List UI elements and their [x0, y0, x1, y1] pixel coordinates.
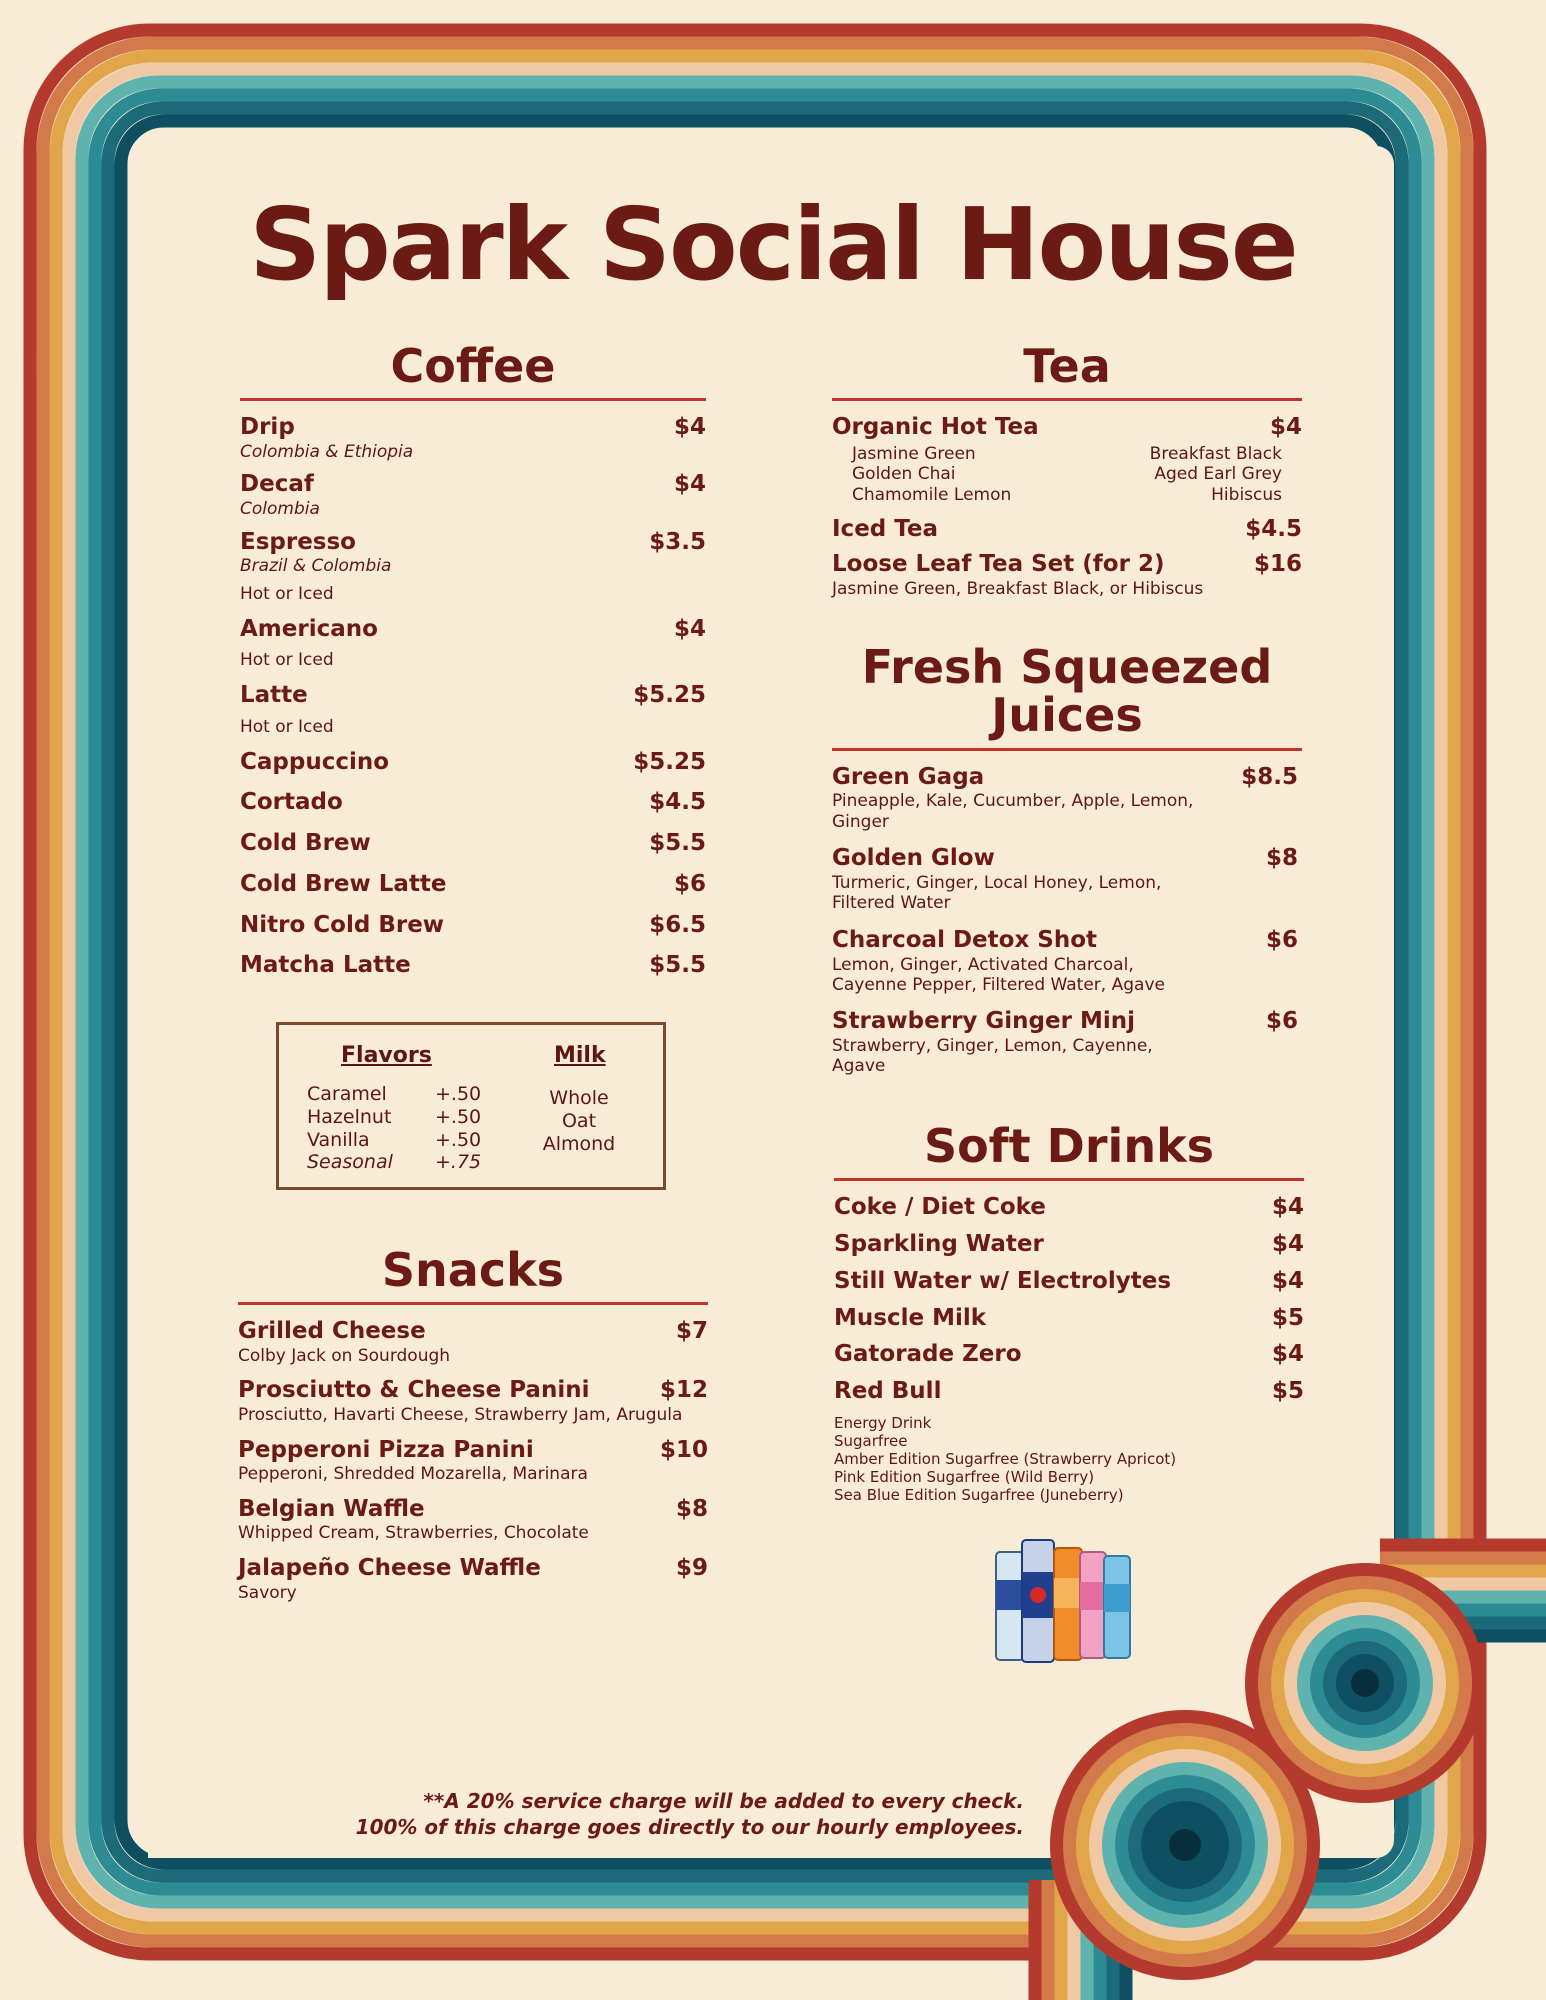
item-row	[832, 1007, 1302, 1036]
item-name: Golden Glow	[832, 845, 995, 872]
energy-drink-cans-image	[992, 1530, 1142, 1665]
menu-item	[240, 829, 706, 858]
item-row	[240, 788, 706, 817]
menu-item	[832, 550, 1302, 579]
juices-list	[832, 763, 1302, 1077]
menu-item	[832, 844, 1302, 914]
item-name: Drip	[240, 414, 295, 441]
menu-item	[832, 413, 1302, 442]
tea-variety: Chamomile Lemon	[852, 484, 1012, 505]
item-description: Savory	[238, 1582, 297, 1603]
tea-variety: Jasmine Green	[852, 444, 976, 465]
restaurant-title: Spark Social House	[249, 186, 1297, 303]
item-description: Pepperoni, Shredded Mozarella, Marinara	[238, 1464, 588, 1485]
item-description: Colby Jack on Sourdough	[238, 1346, 451, 1367]
item-price: $4	[673, 471, 706, 498]
item-name: Prosciutto & Cheese Panini	[238, 1377, 590, 1404]
red-bull-option: Sea Blue Edition Sugarfree (Juneberry)	[834, 1485, 1124, 1504]
item-name: Latte	[240, 682, 308, 709]
item-description: Lemon, Ginger, Activated Charcoal, Cayenne Pepper, Filtered Water, Agave	[832, 954, 1165, 995]
tea-varieties-left	[852, 444, 1011, 505]
service-charge-note	[300, 1788, 1024, 1840]
flavor-row	[307, 1151, 481, 1174]
item-price: $6	[673, 870, 706, 897]
menu-item	[832, 926, 1302, 996]
flavor-row	[307, 1129, 481, 1152]
item-name: Organic Hot Tea	[832, 414, 1039, 441]
item-name: Red Bull	[834, 1378, 942, 1405]
flavor-price: +.50	[435, 1083, 482, 1105]
item-row	[238, 1436, 708, 1465]
tea-variety: Hibiscus	[1211, 484, 1282, 505]
milk-option: Whole	[549, 1087, 609, 1109]
item-note: Hot or Iced	[240, 650, 334, 671]
item-price: $3.5	[649, 528, 706, 555]
item-price: $6	[1265, 926, 1298, 953]
item-description: Whipped Cream, Strawberries, Chocolate	[238, 1523, 589, 1544]
menu-item	[238, 1495, 708, 1544]
footer-line-2: 100% of this charge goes directly to our hourly employees.	[355, 1815, 1024, 1839]
item-name: Strawberry Ginger Minj	[832, 1008, 1135, 1035]
flavor-name: Seasonal	[307, 1151, 393, 1174]
item-name: Muscle Milk	[834, 1304, 987, 1331]
menu-item	[834, 1304, 1304, 1333]
red-bull-option: Sugarfree	[834, 1431, 908, 1450]
coffee-section	[240, 339, 706, 992]
item-price: $5	[1271, 1378, 1304, 1405]
item-price: $4	[1271, 1341, 1304, 1368]
item-name: Belgian Waffle	[238, 1495, 425, 1522]
item-name: Espresso	[240, 528, 356, 555]
item-price: $4	[673, 615, 706, 642]
item-name: Grilled Cheese	[238, 1318, 426, 1345]
tea-variety: Golden Chai	[852, 464, 956, 485]
item-price: $4	[673, 414, 706, 441]
menu-item	[832, 515, 1302, 544]
item-name: Jalapeño Cheese Waffle	[238, 1554, 541, 1581]
item-origin: Colombia	[240, 499, 320, 520]
item-row	[238, 1495, 708, 1524]
item-origin: Colombia & Ethiopia	[240, 442, 414, 463]
item-row	[240, 615, 706, 644]
item-price: $5.5	[649, 830, 706, 857]
item-row	[238, 1317, 708, 1346]
item-name: Cappuccino	[240, 748, 390, 775]
milk-list	[529, 1087, 629, 1155]
item-row	[240, 829, 706, 858]
snacks-list	[238, 1317, 708, 1603]
red-bull-options	[834, 1414, 1304, 1504]
item-price: $5.25	[633, 682, 706, 709]
item-price: $5.5	[649, 952, 706, 979]
flavor-row	[307, 1106, 481, 1129]
item-name: Matcha Latte	[240, 952, 411, 979]
item-name: Americano	[240, 615, 378, 642]
flavor-price: +.75	[435, 1151, 482, 1174]
flavors-heading: Flavors	[341, 1043, 432, 1068]
soft-drinks-list	[834, 1193, 1304, 1406]
menu-item	[240, 748, 706, 777]
menu-item	[834, 1267, 1304, 1296]
item-price: $10	[659, 1436, 708, 1463]
item-price: $4.5	[1245, 516, 1302, 543]
item-name: Loose Leaf Tea Set (for 2)	[832, 550, 1165, 577]
flavor-price: +.50	[435, 1128, 482, 1151]
menu-item	[240, 615, 706, 674]
item-name: Sparkling Water	[834, 1231, 1044, 1258]
menu-item	[238, 1376, 708, 1425]
snacks-heading: Snacks	[238, 1246, 708, 1305]
tea-heading: Tea	[832, 342, 1302, 401]
juices-heading: Fresh Squeezed Juices	[832, 643, 1302, 751]
item-row	[240, 528, 706, 557]
item-row	[240, 681, 706, 710]
soft-drinks-heading: Soft Drinks	[834, 1122, 1304, 1181]
menu-item	[240, 528, 706, 607]
flavor-name: Vanilla	[307, 1128, 370, 1151]
soft-drinks-section	[834, 1119, 1304, 1504]
item-row	[832, 926, 1302, 955]
item-price: $4	[1271, 1231, 1304, 1258]
tea-variety: Aged Earl Grey	[1154, 464, 1282, 485]
item-row	[832, 844, 1302, 873]
item-price: $6.5	[649, 911, 706, 938]
item-row	[240, 870, 706, 899]
item-row	[240, 748, 706, 777]
tea-varieties	[832, 442, 1302, 509]
menu-item	[238, 1317, 708, 1366]
item-row	[832, 763, 1302, 792]
menu-item	[240, 951, 706, 980]
item-price: $4	[1271, 1194, 1304, 1221]
item-price: $4	[1269, 414, 1302, 441]
item-price: $6	[1265, 1008, 1298, 1035]
item-note: Hot or Iced	[240, 583, 334, 604]
menu-item	[240, 870, 706, 899]
red-bull-option: Amber Edition Sugarfree (Strawberry Apricot)	[834, 1449, 1177, 1468]
menu-item	[238, 1436, 708, 1485]
item-description: Prosciutto, Havarti Cheese, Strawberry Jam, Arugula	[238, 1405, 683, 1426]
tea-section	[832, 339, 1302, 599]
item-name: Cortado	[240, 789, 343, 816]
flavor-list	[307, 1083, 481, 1174]
item-row	[240, 470, 706, 499]
red-bull-option: Pink Edition Sugarfree (Wild Berry)	[834, 1467, 1095, 1486]
item-name: Charcoal Detox Shot	[832, 926, 1098, 953]
flavor-price: +.50	[435, 1105, 482, 1128]
item-price: $8	[675, 1495, 708, 1522]
item-price: $12	[659, 1377, 708, 1404]
item-row	[240, 911, 706, 940]
milk-option: Oat	[561, 1109, 597, 1132]
item-price: $7	[675, 1318, 708, 1345]
tea-varieties-right	[1150, 444, 1282, 505]
item-description: Turmeric, Ginger, Local Honey, Lemon, Filtered Water	[832, 872, 1162, 914]
item-name: Nitro Cold Brew	[240, 911, 445, 938]
item-name: Still Water w/ Electrolytes	[834, 1267, 1172, 1294]
coffee-heading: Coffee	[240, 342, 706, 401]
juices-section	[832, 640, 1302, 1077]
milk-heading: Milk	[554, 1043, 606, 1068]
item-name: Green Gaga	[832, 763, 985, 790]
flavor-name: Hazelnut	[307, 1105, 392, 1128]
menu-item	[832, 763, 1302, 833]
item-description: Jasmine Green, Breakfast Black, or Hibiscus	[832, 578, 1204, 599]
coffee-list	[240, 413, 706, 980]
item-price: $5.25	[633, 748, 706, 775]
item-name: Cold Brew Latte	[240, 870, 447, 897]
menu-item	[240, 911, 706, 940]
item-description: Pineapple, Kale, Cucumber, Apple, Lemon, Ginger	[832, 791, 1194, 832]
item-price: $8	[1265, 845, 1298, 872]
item-row	[238, 1554, 708, 1583]
item-name: Cold Brew	[240, 830, 371, 857]
item-price: $4	[1271, 1267, 1304, 1294]
menu-item	[240, 470, 706, 519]
tea-juice-column	[832, 339, 1302, 1089]
item-row	[240, 951, 706, 980]
menu-item	[240, 681, 706, 740]
item-price: $16	[1253, 550, 1302, 577]
item-description: Strawberry, Ginger, Lemon, Cayenne, Agave	[832, 1036, 1153, 1077]
item-name: Pepperoni Pizza Panini	[238, 1436, 534, 1463]
flavor-row	[307, 1083, 481, 1106]
menu-item	[834, 1377, 1304, 1406]
item-name: Gatorade Zero	[834, 1341, 1022, 1368]
tea-variety: Breakfast Black	[1149, 444, 1282, 465]
item-price: $5	[1271, 1304, 1304, 1331]
red-bull-option: Energy Drink	[834, 1413, 932, 1432]
item-row	[240, 413, 706, 442]
menu-item	[238, 1554, 708, 1603]
item-price: $9	[675, 1554, 708, 1581]
menu-item	[240, 788, 706, 817]
item-price: $4.5	[649, 789, 706, 816]
item-note: Hot or Iced	[240, 716, 334, 737]
menu-item	[832, 1007, 1302, 1077]
menu-item	[834, 1193, 1304, 1222]
milk-option: Almond	[542, 1132, 616, 1155]
item-name: Coke / Diet Coke	[834, 1194, 1046, 1221]
item-price: $8.5	[1241, 763, 1298, 790]
snacks-section	[238, 1243, 708, 1613]
addons-box	[276, 1022, 666, 1190]
menu-item	[240, 413, 706, 462]
item-row	[238, 1376, 708, 1405]
item-name: Decaf	[240, 471, 314, 498]
footer-line-1: **A 20% service charge will be added to every check.	[423, 1789, 1024, 1813]
item-origin: Brazil & Colombia	[240, 556, 392, 577]
menu-item	[834, 1340, 1304, 1369]
flavor-name: Caramel	[307, 1083, 387, 1105]
item-name: Iced Tea	[832, 516, 939, 543]
menu-item	[834, 1230, 1304, 1259]
